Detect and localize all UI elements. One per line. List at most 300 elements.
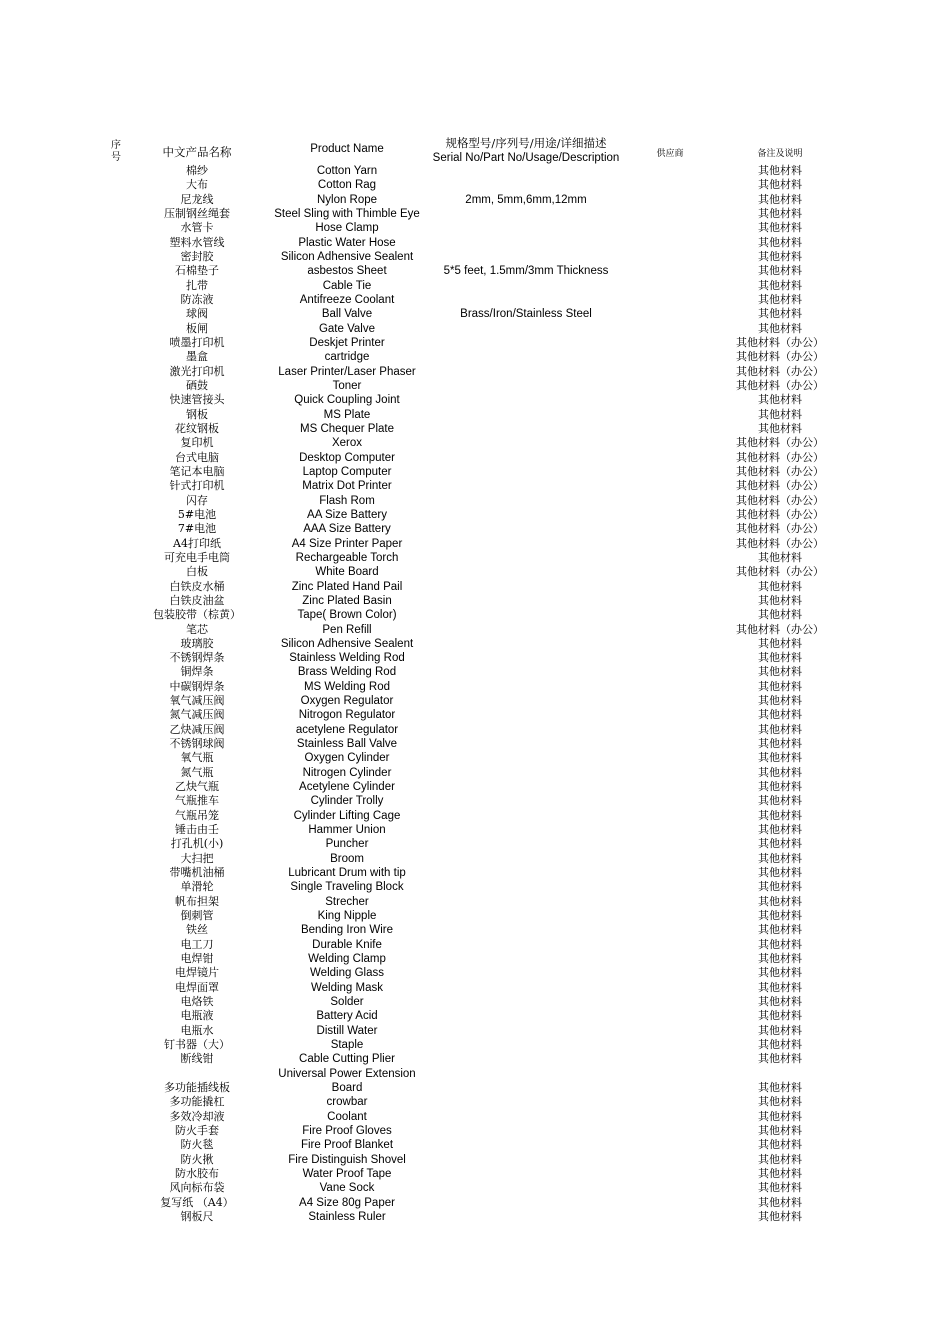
chinese-name-cell: 塑料水管线	[169, 235, 225, 249]
chinese-name-cell: 扎带	[186, 278, 208, 292]
product-name-cell: Cable Tie	[322, 279, 372, 292]
remark-cell: 其他材料	[758, 1023, 802, 1037]
chinese-name-cell: 防水胶布	[175, 1166, 219, 1180]
remark-cell: 其他材料（办公）	[736, 536, 824, 550]
chinese-name-cell: 钢板	[186, 407, 208, 421]
table-row	[0, 1067, 950, 1096]
table-row	[0, 608, 950, 622]
spec-cell: Brass/Iron/Stainless Steel	[460, 308, 592, 321]
product-name-cell: Rechargeable Torch	[295, 551, 399, 564]
remark-cell: 其他材料	[758, 1123, 802, 1137]
table-row	[0, 1138, 950, 1152]
chinese-name-cell: 多效冷却液	[169, 1109, 225, 1123]
remark-cell: 其他材料（办公）	[736, 507, 824, 521]
remark-cell: 其他材料	[758, 249, 802, 263]
remark-cell: 其他材料	[758, 808, 802, 822]
product-name-cell: Antifreeze Coolant	[299, 293, 395, 306]
product-name-cell: AAA Size Battery	[303, 523, 391, 536]
remark-cell: 其他材料	[758, 780, 802, 794]
table-row	[0, 952, 950, 966]
chinese-name-cell: 多功能撬杠	[169, 1095, 225, 1109]
remark-cell: 其他材料（办公）	[736, 493, 824, 507]
header-product-name: Product Name	[310, 143, 384, 155]
remark-cell: 其他材料（办公）	[736, 335, 824, 349]
table-row	[0, 336, 950, 350]
chinese-name-cell: 防火揪	[180, 1152, 214, 1166]
table-row	[0, 837, 950, 851]
remark-cell: 其他材料（办公）	[736, 522, 824, 536]
product-name-cell: Single Traveling Block	[290, 881, 404, 894]
chinese-name-cell: 5#电池	[177, 507, 217, 521]
remark-cell: 其他材料	[758, 765, 802, 779]
product-name-cell: Universal Power Extension Board	[278, 1067, 416, 1094]
product-name-cell: MS Plate	[323, 408, 371, 421]
table-row	[0, 594, 950, 608]
remark-cell: 其他材料	[758, 679, 802, 693]
table-row	[0, 1210, 950, 1224]
table-row	[0, 350, 950, 364]
product-name-cell: Welding Mask	[310, 981, 383, 994]
chinese-name-cell: 台式电脑	[175, 450, 219, 464]
table-row	[0, 995, 950, 1009]
chinese-name-cell: 白铁皮水桶	[169, 579, 225, 593]
product-name-cell: Deskjet Printer	[309, 336, 385, 349]
product-name-cell: Cylinder Trolly	[310, 795, 384, 808]
remark-cell: 其他材料	[758, 909, 802, 923]
table-row	[0, 293, 950, 307]
table-row	[0, 938, 950, 952]
chinese-name-cell: 单滑轮	[180, 880, 214, 894]
remark-cell: 其他材料	[758, 1166, 802, 1180]
remark-cell: 其他材料	[758, 221, 802, 235]
product-name-cell: Tape( Brown Color)	[297, 609, 397, 622]
remark-cell: 其他材料	[758, 278, 802, 292]
product-name-cell: Cable Cutting Plier	[299, 1053, 395, 1066]
product-name-cell: acetylene Regulator	[295, 723, 399, 736]
product-name-cell: Toner	[332, 379, 362, 392]
remark-cell: 其他材料	[758, 837, 802, 851]
table-row	[0, 1024, 950, 1038]
product-name-cell: Fire Proof Blanket	[300, 1139, 394, 1152]
chinese-name-cell: 中碳钢焊条	[169, 679, 225, 693]
header-specification	[424, 136, 628, 166]
chinese-name-cell: A4打印纸	[173, 536, 221, 550]
chinese-name-cell: 复印机	[180, 436, 214, 450]
remark-cell: 其他材料	[758, 651, 802, 665]
remark-cell: 其他材料	[758, 407, 802, 421]
product-name-cell: Distill Water	[316, 1024, 378, 1037]
chinese-name-cell: 气瓶吊笼	[175, 808, 219, 822]
chinese-name-cell: 白板	[186, 565, 208, 579]
table-row	[0, 809, 950, 823]
chinese-name-cell: 倒刺管	[180, 909, 214, 923]
product-name-cell: A4 Size Printer Paper	[291, 537, 403, 550]
table-row	[0, 923, 950, 937]
product-name-cell: King Nipple	[317, 910, 377, 923]
table-row	[0, 1110, 950, 1124]
chinese-name-cell: 笔记本电脑	[169, 464, 225, 478]
table-row	[0, 207, 950, 221]
table-row	[0, 436, 950, 450]
table-row	[0, 1153, 950, 1167]
product-name-cell: Pen Refill	[322, 623, 372, 636]
product-name-cell: AA Size Battery	[307, 508, 387, 521]
remark-cell: 其他材料	[758, 307, 802, 321]
chinese-name-cell: 不锈钢焊条	[169, 651, 225, 665]
remark-cell: 其他材料	[758, 1038, 802, 1052]
product-name-cell: Nitrogen Cylinder	[302, 766, 392, 779]
remark-cell: 其他材料	[758, 794, 802, 808]
product-name-cell: Laser Printer/Laser Phaser	[278, 365, 416, 378]
remark-cell: 其他材料	[758, 192, 802, 206]
chinese-name-cell: 复写纸 （A4）	[160, 1195, 234, 1209]
chinese-name-cell: 乙炔气瓶	[175, 780, 219, 794]
chinese-name-cell: 大布	[186, 178, 208, 192]
table-row	[0, 981, 950, 995]
remark-cell: 其他材料	[758, 550, 802, 564]
remark-cell: 其他材料（办公）	[736, 479, 824, 493]
header-supplier: 供应商	[656, 149, 684, 159]
table-row	[0, 751, 950, 765]
chinese-name-cell: 防冻液	[180, 292, 214, 306]
table-row	[0, 565, 950, 579]
chinese-name-cell: 压制钢丝绳套	[164, 206, 230, 220]
product-name-cell: Water Proof Tape	[302, 1167, 392, 1180]
chinese-name-cell: 电焊镜片	[175, 966, 219, 980]
table-row	[0, 1196, 950, 1210]
product-name-cell: Stainless Ruler	[308, 1210, 386, 1223]
table-row	[0, 1181, 950, 1195]
product-name-cell: Silicon Adhensive Sealent	[280, 250, 414, 263]
table-row	[0, 508, 950, 522]
chinese-name-cell: 硒鼓	[186, 378, 208, 392]
product-name-cell: Lubricant Drum with tip	[288, 867, 406, 880]
table-row	[0, 780, 950, 794]
remark-cell: 其他材料	[758, 1009, 802, 1023]
chinese-name-cell: 电工刀	[180, 937, 214, 951]
table-row	[0, 422, 950, 436]
remark-cell: 其他材料	[758, 1095, 802, 1109]
table-row	[0, 637, 950, 651]
header-chinese-name: 中文产品名称	[162, 145, 232, 159]
product-name-cell: A4 Size 80g Paper	[299, 1196, 395, 1209]
remark-cell: 其他材料	[758, 866, 802, 880]
remark-cell: 其他材料	[758, 665, 802, 679]
remark-cell: 其他材料	[758, 923, 802, 937]
table-row	[0, 665, 950, 679]
chinese-name-cell: 大扫把	[180, 851, 214, 865]
chinese-name-cell: 花纹钢板	[175, 421, 219, 435]
table-row	[0, 680, 950, 694]
header-spec-english: Serial No/Part No/Usage/Description	[432, 152, 620, 164]
chinese-name-cell: 氮气减压阀	[169, 708, 225, 722]
product-name-cell: Cotton Rag	[317, 179, 377, 192]
remark-cell: 其他材料	[758, 823, 802, 837]
table-row	[0, 794, 950, 808]
remark-cell: 其他材料（办公）	[736, 436, 824, 450]
table-row	[0, 494, 950, 508]
product-name-cell: asbestos Sheet	[307, 265, 387, 278]
remark-cell: 其他材料	[758, 608, 802, 622]
remark-cell: 其他材料	[758, 851, 802, 865]
product-name-cell: Durable Knife	[312, 938, 382, 951]
chinese-name-cell: 氧气减压阀	[169, 694, 225, 708]
chinese-name-cell: 密封胶	[180, 249, 214, 263]
product-name-cell: Bending Iron Wire	[300, 924, 394, 937]
product-name-cell: Coolant	[327, 1110, 367, 1123]
chinese-name-cell: 白铁皮油盆	[169, 593, 225, 607]
product-name-cell: Ball Valve	[321, 308, 373, 321]
product-name-cell: Laptop Computer	[302, 465, 392, 478]
table-row	[0, 264, 950, 278]
chinese-name-cell: 电焊面罩	[175, 980, 219, 994]
product-name-cell: Silicon Adhensive Sealent	[280, 637, 414, 650]
chinese-name-cell: 气瓶推车	[175, 794, 219, 808]
table-row	[0, 1038, 950, 1052]
product-name-cell: Quick Coupling Joint	[294, 394, 400, 407]
chinese-name-cell: 帆布担架	[175, 894, 219, 908]
table-row	[0, 694, 950, 708]
product-name-cell: MS Welding Rod	[303, 680, 391, 693]
table-body	[0, 164, 950, 1224]
table-row	[0, 193, 950, 207]
remark-cell: 其他材料	[758, 164, 802, 177]
chinese-name-cell: 闪存	[186, 493, 208, 507]
product-name-cell: Cotton Yarn	[316, 165, 378, 177]
table-row	[0, 250, 950, 264]
remark-cell: 其他材料	[758, 178, 802, 192]
table-row	[0, 1167, 950, 1181]
header-serial-number: 序号	[111, 140, 121, 163]
table-row	[0, 307, 950, 321]
table-row	[0, 852, 950, 866]
remark-cell: 其他材料	[758, 206, 802, 220]
product-name-cell: Acetylene Cylinder	[299, 781, 395, 794]
chinese-name-cell: 笔芯	[186, 622, 208, 636]
chinese-name-cell: 电烙铁	[180, 995, 214, 1009]
product-name-cell: Plastic Water Hose	[298, 236, 396, 249]
chinese-name-cell: 带嘴机油桶	[169, 866, 225, 880]
remark-cell: 其他材料	[758, 708, 802, 722]
remark-cell: 其他材料	[758, 952, 802, 966]
chinese-name-cell: 水管卡	[180, 221, 214, 235]
remark-cell: 其他材料	[758, 1080, 802, 1094]
product-name-cell: MS Chequer Plate	[300, 422, 394, 435]
chinese-name-cell: 快速管接头	[169, 393, 225, 407]
table-row	[0, 866, 950, 880]
chinese-name-cell: 7#电池	[177, 522, 217, 536]
table-row	[0, 708, 950, 722]
remark-cell: 其他材料	[758, 894, 802, 908]
remark-cell: 其他材料	[758, 393, 802, 407]
remark-cell: 其他材料	[758, 1181, 802, 1195]
remark-cell: 其他材料（办公）	[736, 378, 824, 392]
remark-cell: 其他材料（办公）	[736, 622, 824, 636]
remark-cell: 其他材料	[758, 1209, 802, 1223]
product-name-cell: Oxygen Cylinder	[304, 752, 390, 765]
chinese-name-cell: 风向标布袋	[169, 1181, 225, 1195]
table-row	[0, 1052, 950, 1066]
chinese-name-cell: 电焊钳	[180, 952, 214, 966]
remark-cell: 其他材料	[758, 694, 802, 708]
chinese-name-cell: 石棉垫子	[175, 264, 219, 278]
table-row	[0, 379, 950, 393]
table-row	[0, 723, 950, 737]
table-row	[0, 537, 950, 551]
table-row	[0, 651, 950, 665]
spec-cell: 5*5 feet, 1.5mm/3mm Thickness	[443, 265, 609, 278]
remark-cell: 其他材料	[758, 1152, 802, 1166]
remark-cell: 其他材料	[758, 264, 802, 278]
product-name-cell: Fire Distinguish Shovel	[288, 1153, 406, 1166]
chinese-name-cell: 玻璃胶	[180, 636, 214, 650]
chinese-name-cell: 喷墨打印机	[169, 335, 225, 349]
chinese-name-cell: 电瓶水	[180, 1023, 214, 1037]
chinese-name-cell: 钢板尺	[180, 1209, 214, 1223]
product-name-cell: Flash Rom	[319, 494, 375, 507]
product-name-cell: Vane Sock	[319, 1182, 375, 1195]
header-remarks: 备注及说明	[757, 149, 803, 159]
table-row	[0, 236, 950, 250]
product-name-cell: Welding Clamp	[308, 953, 386, 966]
remark-cell: 其他材料	[758, 980, 802, 994]
chinese-name-cell: 尼龙线	[180, 192, 214, 206]
chinese-name-cell: 防火手套	[175, 1123, 219, 1137]
chinese-name-cell: 断线钳	[180, 1052, 214, 1066]
product-name-cell: cartridge	[324, 351, 370, 364]
product-name-cell: Matrix Dot Printer	[302, 480, 392, 493]
remark-cell: 其他材料	[758, 880, 802, 894]
product-name-cell: Puncher	[325, 838, 369, 851]
product-name-cell: Hammer Union	[308, 824, 386, 837]
product-name-cell: Desktop Computer	[299, 451, 395, 464]
table-row	[0, 479, 950, 493]
remark-cell: 其他材料	[758, 1138, 802, 1152]
product-name-cell: Fire Proof Gloves	[302, 1124, 392, 1137]
chinese-name-cell: 激光打印机	[169, 364, 225, 378]
product-name-cell: crowbar	[326, 1096, 368, 1109]
table-row	[0, 909, 950, 923]
chinese-name-cell: 乙炔减压阀	[169, 722, 225, 736]
product-name-cell: Nylon Rope	[316, 193, 378, 206]
remark-cell: 其他材料（办公）	[736, 364, 824, 378]
product-name-cell: Zinc Plated Basin	[302, 594, 392, 607]
chinese-name-cell: 铁丝	[186, 923, 208, 937]
table-row	[0, 178, 950, 192]
chinese-name-cell: 球阀	[186, 307, 208, 321]
product-name-cell: Cylinder Lifting Cage	[293, 809, 401, 822]
chinese-name-cell: 打孔机(小)	[170, 837, 224, 851]
product-name-cell: Strecher	[325, 895, 369, 908]
table-row	[0, 164, 950, 178]
remark-cell: 其他材料	[758, 937, 802, 951]
remark-cell: 其他材料	[758, 737, 802, 751]
table-row	[0, 365, 950, 379]
remark-cell: 其他材料	[758, 1109, 802, 1123]
chinese-name-cell: 防火毯	[180, 1138, 214, 1152]
product-name-cell: Xerox	[331, 437, 363, 450]
chinese-name-cell: 棉纱	[186, 164, 208, 177]
remark-cell: 其他材料	[758, 579, 802, 593]
chinese-name-cell: 可充电手电筒	[164, 550, 230, 564]
table-row	[0, 221, 950, 235]
remark-cell: 其他材料	[758, 421, 802, 435]
table-row	[0, 823, 950, 837]
table-row	[0, 279, 950, 293]
chinese-name-cell: 针式打印机	[169, 479, 225, 493]
product-name-cell: Stainless Welding Rod	[289, 652, 405, 665]
table-row	[0, 766, 950, 780]
table-row	[0, 451, 950, 465]
table-row	[0, 580, 950, 594]
product-name-cell: Solder	[330, 996, 364, 1009]
table-row	[0, 322, 950, 336]
table-row	[0, 880, 950, 894]
table-row	[0, 393, 950, 407]
product-name-cell: Welding Glass	[310, 967, 384, 980]
table-row	[0, 737, 950, 751]
table-row	[0, 465, 950, 479]
product-name-cell: Gate Valve	[318, 322, 376, 335]
chinese-name-cell: 包装胶带（棕黄）	[153, 608, 241, 622]
remark-cell: 其他材料	[758, 722, 802, 736]
table-row	[0, 1124, 950, 1138]
remark-cell: 其他材料（办公）	[736, 565, 824, 579]
chinese-name-cell: 板闸	[186, 321, 208, 335]
remark-cell: 其他材料	[758, 321, 802, 335]
table-row	[0, 408, 950, 422]
table-row	[0, 1095, 950, 1109]
chinese-name-cell: 墨盒	[186, 350, 208, 364]
table-row	[0, 623, 950, 637]
header-spec-chinese: 规格型号/序列号/用途/详细描述	[445, 136, 607, 150]
remark-cell: 其他材料	[758, 751, 802, 765]
table-row	[0, 522, 950, 536]
product-name-cell: Battery Acid	[316, 1010, 378, 1023]
remark-cell: 其他材料	[758, 995, 802, 1009]
chinese-name-cell: 多功能插线板	[164, 1080, 230, 1094]
product-name-cell: Steel Sling with Thimble Eye	[274, 207, 420, 220]
table-row	[0, 1009, 950, 1023]
product-name-cell: Oxygen Regulator	[300, 695, 394, 708]
remark-cell: 其他材料	[758, 966, 802, 980]
remark-cell: 其他材料（办公）	[736, 464, 824, 478]
remark-cell: 其他材料	[758, 636, 802, 650]
remark-cell: 其他材料	[758, 292, 802, 306]
chinese-name-cell: 钉书器（大）	[164, 1038, 230, 1052]
chinese-name-cell: 铜焊条	[180, 665, 214, 679]
product-name-cell: Stainless Ball Valve	[296, 738, 398, 751]
chinese-name-cell: 氮气瓶	[180, 765, 214, 779]
chinese-name-cell: 电瓶液	[180, 1009, 214, 1023]
remark-cell: 其他材料（办公）	[736, 450, 824, 464]
remark-cell: 其他材料	[758, 1052, 802, 1066]
product-name-cell: Nitrogon Regulator	[298, 709, 396, 722]
chinese-name-cell: 锤击由壬	[175, 823, 219, 837]
chinese-name-cell: 不锈钢球阀	[169, 737, 225, 751]
table-row	[0, 551, 950, 565]
product-name-cell: Zinc Plated Hand Pail	[291, 580, 403, 593]
product-name-cell: Broom	[330, 852, 364, 865]
chinese-name-cell: 氧气瓶	[180, 751, 214, 765]
remark-cell: 其他材料（办公）	[736, 350, 824, 364]
product-name-cell: Hose Clamp	[315, 222, 379, 235]
remark-cell: 其他材料	[758, 593, 802, 607]
table-row	[0, 895, 950, 909]
spec-cell: 2mm, 5mm,6mm,12mm	[465, 193, 587, 206]
remark-cell: 其他材料	[758, 235, 802, 249]
product-name-cell: White Board	[315, 566, 379, 579]
